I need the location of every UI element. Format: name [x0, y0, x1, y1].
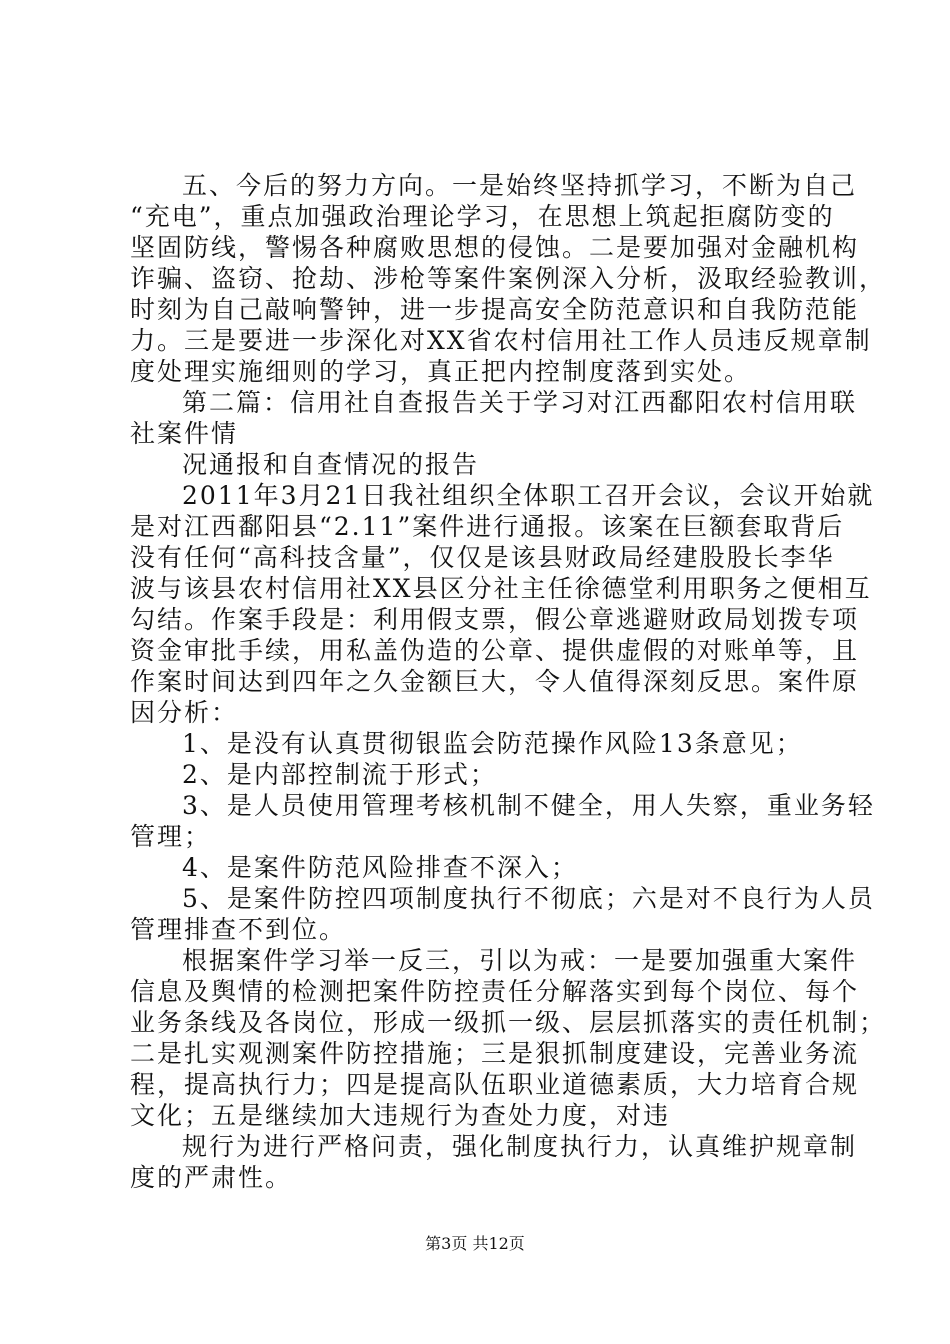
text-line: 管理；	[130, 822, 212, 851]
text-line: 五、今后的努力方向。一是始终坚持抓学习，不断为自己	[182, 171, 858, 200]
text-line: 根据案件学习举一反三，引以为戒：一是要加强重大案件	[182, 946, 858, 975]
text-line: 2、是内部控制流于形式；	[182, 760, 497, 789]
text-line: 度处理实施细则的学习，真正把内控制度落到实处。	[130, 357, 752, 386]
text-line: 信息及舆情的检测把案件防控责任分解落实到每个岗位、每个	[130, 977, 860, 1006]
page-footer	[0, 1234, 950, 1254]
page-number: 第3页 共12页	[425, 1234, 525, 1253]
text-line: 作案时间达到四年之久金额巨大，令人值得深刻反思。案件原	[130, 667, 860, 696]
text-line: 1、是没有认真贯彻银监会防范操作风险13条意见；	[182, 729, 803, 758]
text-line: 勾结。作案手段是：利用假支票，假公章逃避财政局划拨专项	[130, 605, 860, 634]
text-line: 二是扎实观测案件防控措施；三是狠抓制度建设，完善业务流	[130, 1039, 860, 1068]
text-line: 力。三是要进一步深化对XX省农村信用社工作人员违反规章制	[130, 326, 872, 355]
text-line: 时刻为自己敲响警钟，进一步提高安全防范意识和自我防范能	[130, 295, 860, 324]
text-line: 文化；五是继续加大违规行为查处力度，对违	[130, 1101, 671, 1130]
text-line: 4、是案件防范风险排查不深入；	[182, 853, 578, 882]
text-line: 度的严肃性。	[130, 1163, 293, 1192]
text-line: 业务条线及各岗位，形成一级抓一级、层层抓落实的责任机制；	[130, 1008, 887, 1037]
text-line: 资金审批手续，用私盖伪造的公章、提供虚假的对账单等，且	[130, 636, 860, 665]
text-line: 5、是案件防控四项制度执行不彻底；六是对不良行为人员	[182, 884, 875, 913]
text-line: 第二篇：信用社自查报告关于学习对江西鄱阳农村信用联	[182, 388, 858, 417]
document-body	[130, 170, 887, 1193]
text-line: 坚固防线，警惕各种腐败思想的侵蚀。二是要加强对金融机构	[130, 233, 860, 262]
text-line: “充电”，重点加强政治理论学习，在思想上筑起拒腐防变的	[130, 202, 835, 231]
text-line: 波与该县农村信用社XX县区分社主任徐德堂利用职务之便相互	[130, 574, 872, 603]
text-line: 诈骗、盗窃、抢劫、涉枪等案件案例深入分析，汲取经验教训，	[130, 264, 887, 293]
text-line: 是对江西鄱阳县“2.11”案件进行通报。该案在巨额套取背后	[130, 512, 845, 541]
text-line: 管理排查不到位。	[130, 915, 347, 944]
text-line: 程，提高执行力；四是提高队伍职业道德素质，大力培育合规	[130, 1070, 860, 1099]
text-line: 因分析：	[130, 698, 239, 727]
text-line: 况通报和自查情况的报告	[182, 450, 480, 479]
text-line: 社案件情	[130, 419, 239, 448]
text-line: 2011年3月21日我社组织全体职工召开会议，会议开始就	[182, 481, 875, 510]
text-line: 3、是人员使用管理考核机制不健全，用人失察，重业务轻	[182, 791, 875, 820]
text-line: 没有任何“高科技含量”，仅仅是该县财政局经建股股长李华	[130, 543, 835, 572]
text-line: 规行为进行严格问责，强化制度执行力，认真维护规章制	[182, 1132, 858, 1161]
